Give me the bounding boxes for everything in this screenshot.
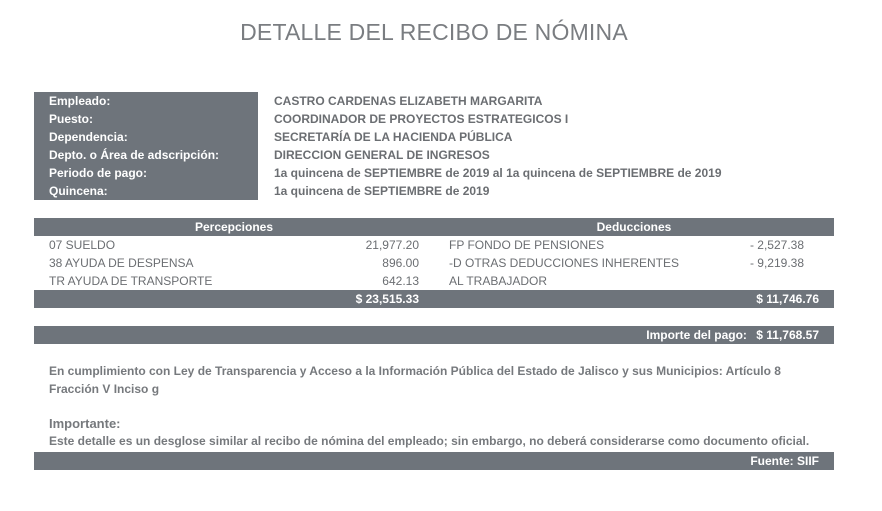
table-row (34, 254, 834, 272)
info-label: Dependencia: (34, 128, 258, 146)
fuente-bar (34, 452, 834, 470)
deduccion-amount: - 9,219.38 (749, 256, 804, 270)
info-label: Periodo de pago: (34, 164, 258, 182)
deducciones-header: Deducciones (596, 220, 672, 234)
info-label: Empleado: (34, 92, 258, 110)
percepcion-name: 38 AYUDA DE DESPENSA (49, 256, 194, 270)
info-value: CASTRO CARDENAS ELIZABETH MARGARITA (274, 94, 543, 108)
info-row-puesto (34, 110, 834, 128)
deduccion-name: AL TRABAJADOR (449, 274, 548, 288)
deduccion-amount (669, 272, 804, 290)
table-row (34, 272, 834, 290)
employee-info (34, 92, 834, 200)
deduccion-name: FP FONDO DE PENSIONES (449, 238, 605, 252)
info-value: 1a quincena de SEPTIEMBRE de 2019 (274, 184, 490, 198)
total-deducciones: $ 11,746.76 (756, 292, 819, 306)
legal-notice: En cumplimiento con Ley de Transparencia y Acceso a la Información Pública del Estado de Jalisco y sus Municipios: Artículo 8 Fracción V Inciso g (49, 364, 781, 396)
info-label: Quincena: (34, 182, 258, 200)
percepcion-name: 07 SUELDO (49, 238, 116, 252)
totals-bar (34, 290, 834, 308)
info-label: Depto. o Área de adscripción: (34, 146, 258, 164)
concepts-table (34, 236, 834, 290)
info-label: Puesto: (34, 110, 258, 128)
info-row-periodo (34, 164, 834, 182)
info-row-quincena (34, 182, 834, 200)
percepcion-amount: 896.00 (382, 256, 419, 270)
table-row (34, 236, 834, 254)
importante-title: Importante: (49, 416, 121, 431)
info-row-dependencia (34, 128, 834, 146)
importe-pago (646, 326, 819, 344)
info-value: SECRETARÍA DE LA HACIENDA PÚBLICA (274, 130, 513, 144)
percepcion-amount: 21,977.20 (365, 238, 419, 252)
percepciones-header: Percepciones (194, 220, 274, 234)
deduccion-name: -D OTRAS DEDUCCIONES INHERENTES (449, 256, 680, 270)
importe-pago-label: Importe del pago: (646, 328, 747, 342)
percepcion-name: TR AYUDA DE TRANSPORTE (49, 274, 213, 288)
info-value: DIRECCION GENERAL DE INGRESOS (274, 148, 490, 162)
importante-text: Este detalle es un desglose similar al recibo de nómina del empleado; sin embargo, no deberá considerarse como documento oficial. (49, 434, 810, 448)
fuente-label: Fuente: SIIF (750, 454, 819, 468)
info-row-empleado (34, 92, 834, 110)
info-row-depto (34, 146, 834, 164)
total-percepciones: $ 23,515.33 (355, 292, 419, 306)
info-value: COORDINADOR DE PROYECTOS ESTRATEGICOS I (274, 112, 569, 126)
info-value: 1a quincena de SEPTIEMBRE de 2019 al 1a quincena de SEPTIEMBRE de 2019 (274, 166, 722, 180)
importe-pago-value: $ 11,768.57 (756, 328, 819, 342)
percepcion-amount: 642.13 (382, 274, 419, 288)
deduccion-amount: - 2,527.38 (749, 238, 804, 252)
importe-pago-bar (34, 326, 834, 344)
page-title: DETALLE DEL RECIBO DE NÓMINA (240, 19, 628, 45)
concepts-header (34, 218, 834, 236)
